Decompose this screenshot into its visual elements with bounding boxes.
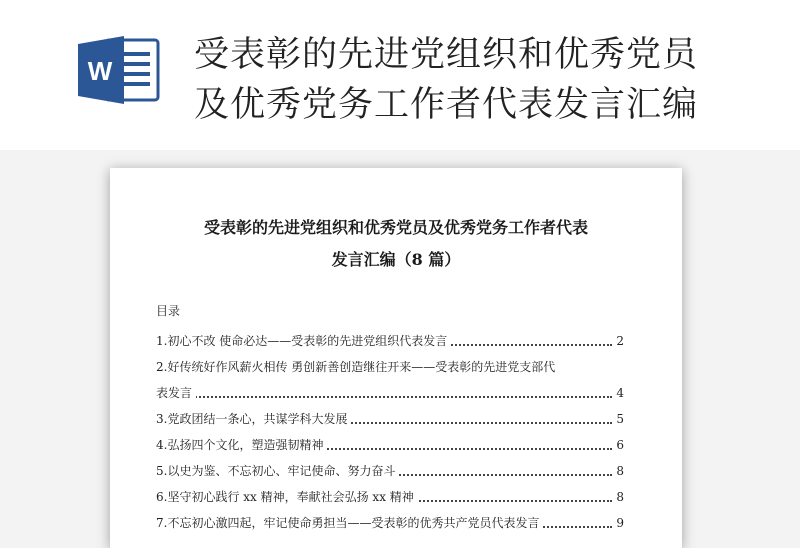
document-title: 受表彰的先进党组织和优秀党员及优秀党务工作者代表 发言汇编（8 篇） xyxy=(203,218,588,269)
toc-entry[interactable] xyxy=(156,432,624,458)
toc-entry[interactable] xyxy=(156,328,624,354)
document-page xyxy=(110,168,682,548)
toc-entry-text: 7.不忘初心激四起，牢记使命勇担当——受表彰的优秀共产党员代表发言 xyxy=(156,516,543,530)
word-icon-letter: W xyxy=(87,56,113,86)
toc-entry-page: 9 xyxy=(612,510,624,536)
toc-entry-page: 4 xyxy=(612,380,624,406)
toc-entry-text: 6.坚守初心践行 xx 精神，奉献社会弘扬 xx 精神 xyxy=(156,490,418,504)
word-icon xyxy=(78,34,162,106)
toc-entry-page: 8 xyxy=(612,458,624,484)
toc-entry[interactable] xyxy=(156,354,624,380)
toc-entry-page: 6 xyxy=(612,432,624,458)
page-title: 受表彰的先进党组织和优秀党员 及优秀党务工作者代表发言汇编 xyxy=(194,35,699,125)
toc-entry-text: 3.党政团结一条心，共谋学科大发展 xyxy=(156,412,351,426)
toc-entry[interactable] xyxy=(156,484,624,510)
toc-entry-text: 2.好传统好作风薪火相传 勇创新善创造继往开来——受表彰的先进党支部代 xyxy=(156,360,556,374)
toc-entry-text: 5.以史为鉴、不忘初心、牢记使命、努力奋斗 xyxy=(156,464,399,478)
toc-entry-page: 5 xyxy=(612,406,624,432)
toc-entry-text: 1.初心不改 使命必达——受表彰的先进党组织代表发言 xyxy=(156,334,451,348)
header-banner xyxy=(0,0,800,150)
toc-entry[interactable] xyxy=(156,458,624,484)
toc-entry-text: 表发言 xyxy=(156,386,196,400)
toc-entry-page: 2 xyxy=(612,328,624,354)
toc-entry-continuation[interactable] xyxy=(156,380,624,406)
toc-entry-page: 8 xyxy=(612,484,624,510)
table-of-contents xyxy=(156,328,624,536)
toc-entry[interactable] xyxy=(156,406,624,432)
toc-leader-dots xyxy=(156,396,612,398)
toc-heading: 目录 xyxy=(156,304,181,318)
toc-entry[interactable] xyxy=(156,510,624,536)
toc-entry-text: 4.弘扬四个文化，塑造强韧精神 xyxy=(156,438,327,452)
